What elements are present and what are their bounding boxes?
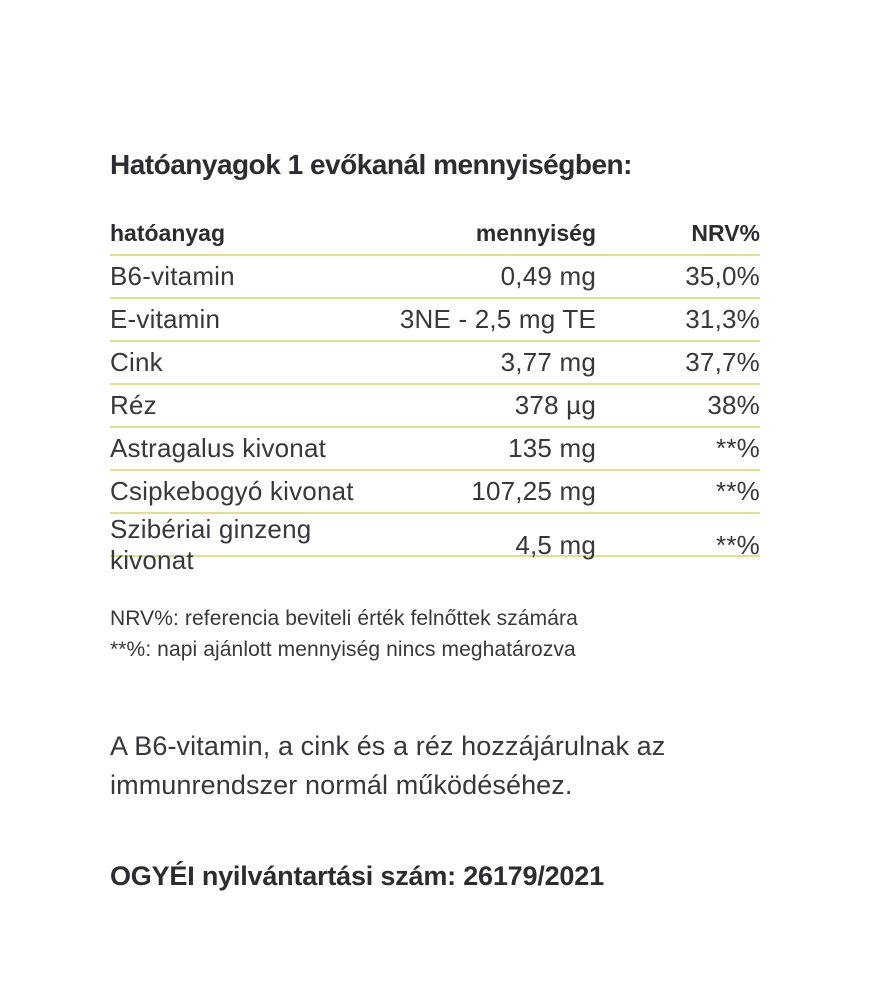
table-row [110,385,760,428]
ingredient-nrv: 38% [707,390,760,420]
ingredient-nrv: 35,0% [685,261,760,291]
health-claim-line-2: immunrendszer normál működéséhez. [110,770,573,800]
ingredient-name: B6-vitamin [110,261,235,291]
health-claim [110,727,760,805]
ingredient-name: Szibériai ginzeng kivonat [110,514,312,575]
footnote-nrv: NRV%: referencia beviteli érték felnőttek számára [110,607,578,630]
ingredient-amount: 378 µg [514,390,596,420]
ingredient-nrv: 31,3% [685,304,760,334]
column-header-nrv: NRV% [691,219,760,246]
table-row [110,514,760,575]
ingredient-nrv: **% [716,433,760,463]
ingredient-nrv: **% [716,529,760,560]
ingredient-amount: 135 mg [508,433,596,463]
page-title: Hatóanyagok 1 evőkanál mennyiségben: [110,149,632,180]
ingredient-amount: 4,5 mg [515,529,596,560]
table-row [110,471,760,514]
column-header-ingredient: hatóanyag [110,219,226,246]
ingredient-name: Cink [110,347,163,377]
ingredient-name: Réz [110,390,157,420]
table-row [110,256,760,299]
footnotes [110,603,760,665]
footnote-asterisk: **%: napi ajánlott mennyiség nincs meghatározva [110,638,576,661]
ingredient-amount: 3,77 mg [500,347,596,377]
ingredient-name: Csipkebogyó kivonat [110,476,354,506]
table-row [110,342,760,385]
ingredients-table [110,212,760,575]
table-row [110,428,760,471]
ingredient-nrv: 37,7% [685,347,760,377]
ingredient-amount: 3NE - 2,5 mg TE [399,304,596,334]
column-header-amount: mennyiség [475,219,596,246]
registration-number: OGYÉI nyilvántartási szám: 26179/2021 [110,861,604,891]
table-header-row [110,212,760,256]
ingredient-amount: 0,49 mg [500,261,596,291]
ingredient-name: Astragalus kivonat [110,433,327,463]
health-claim-line-1: A B6-vitamin, a cink és a réz hozzájárulnak az [110,731,666,761]
table-row [110,299,760,342]
ingredient-amount: 107,25 mg [471,476,596,506]
ingredient-name: E-vitamin [110,304,221,334]
ingredient-nrv: **% [716,476,760,506]
supplement-facts-panel [110,0,760,892]
